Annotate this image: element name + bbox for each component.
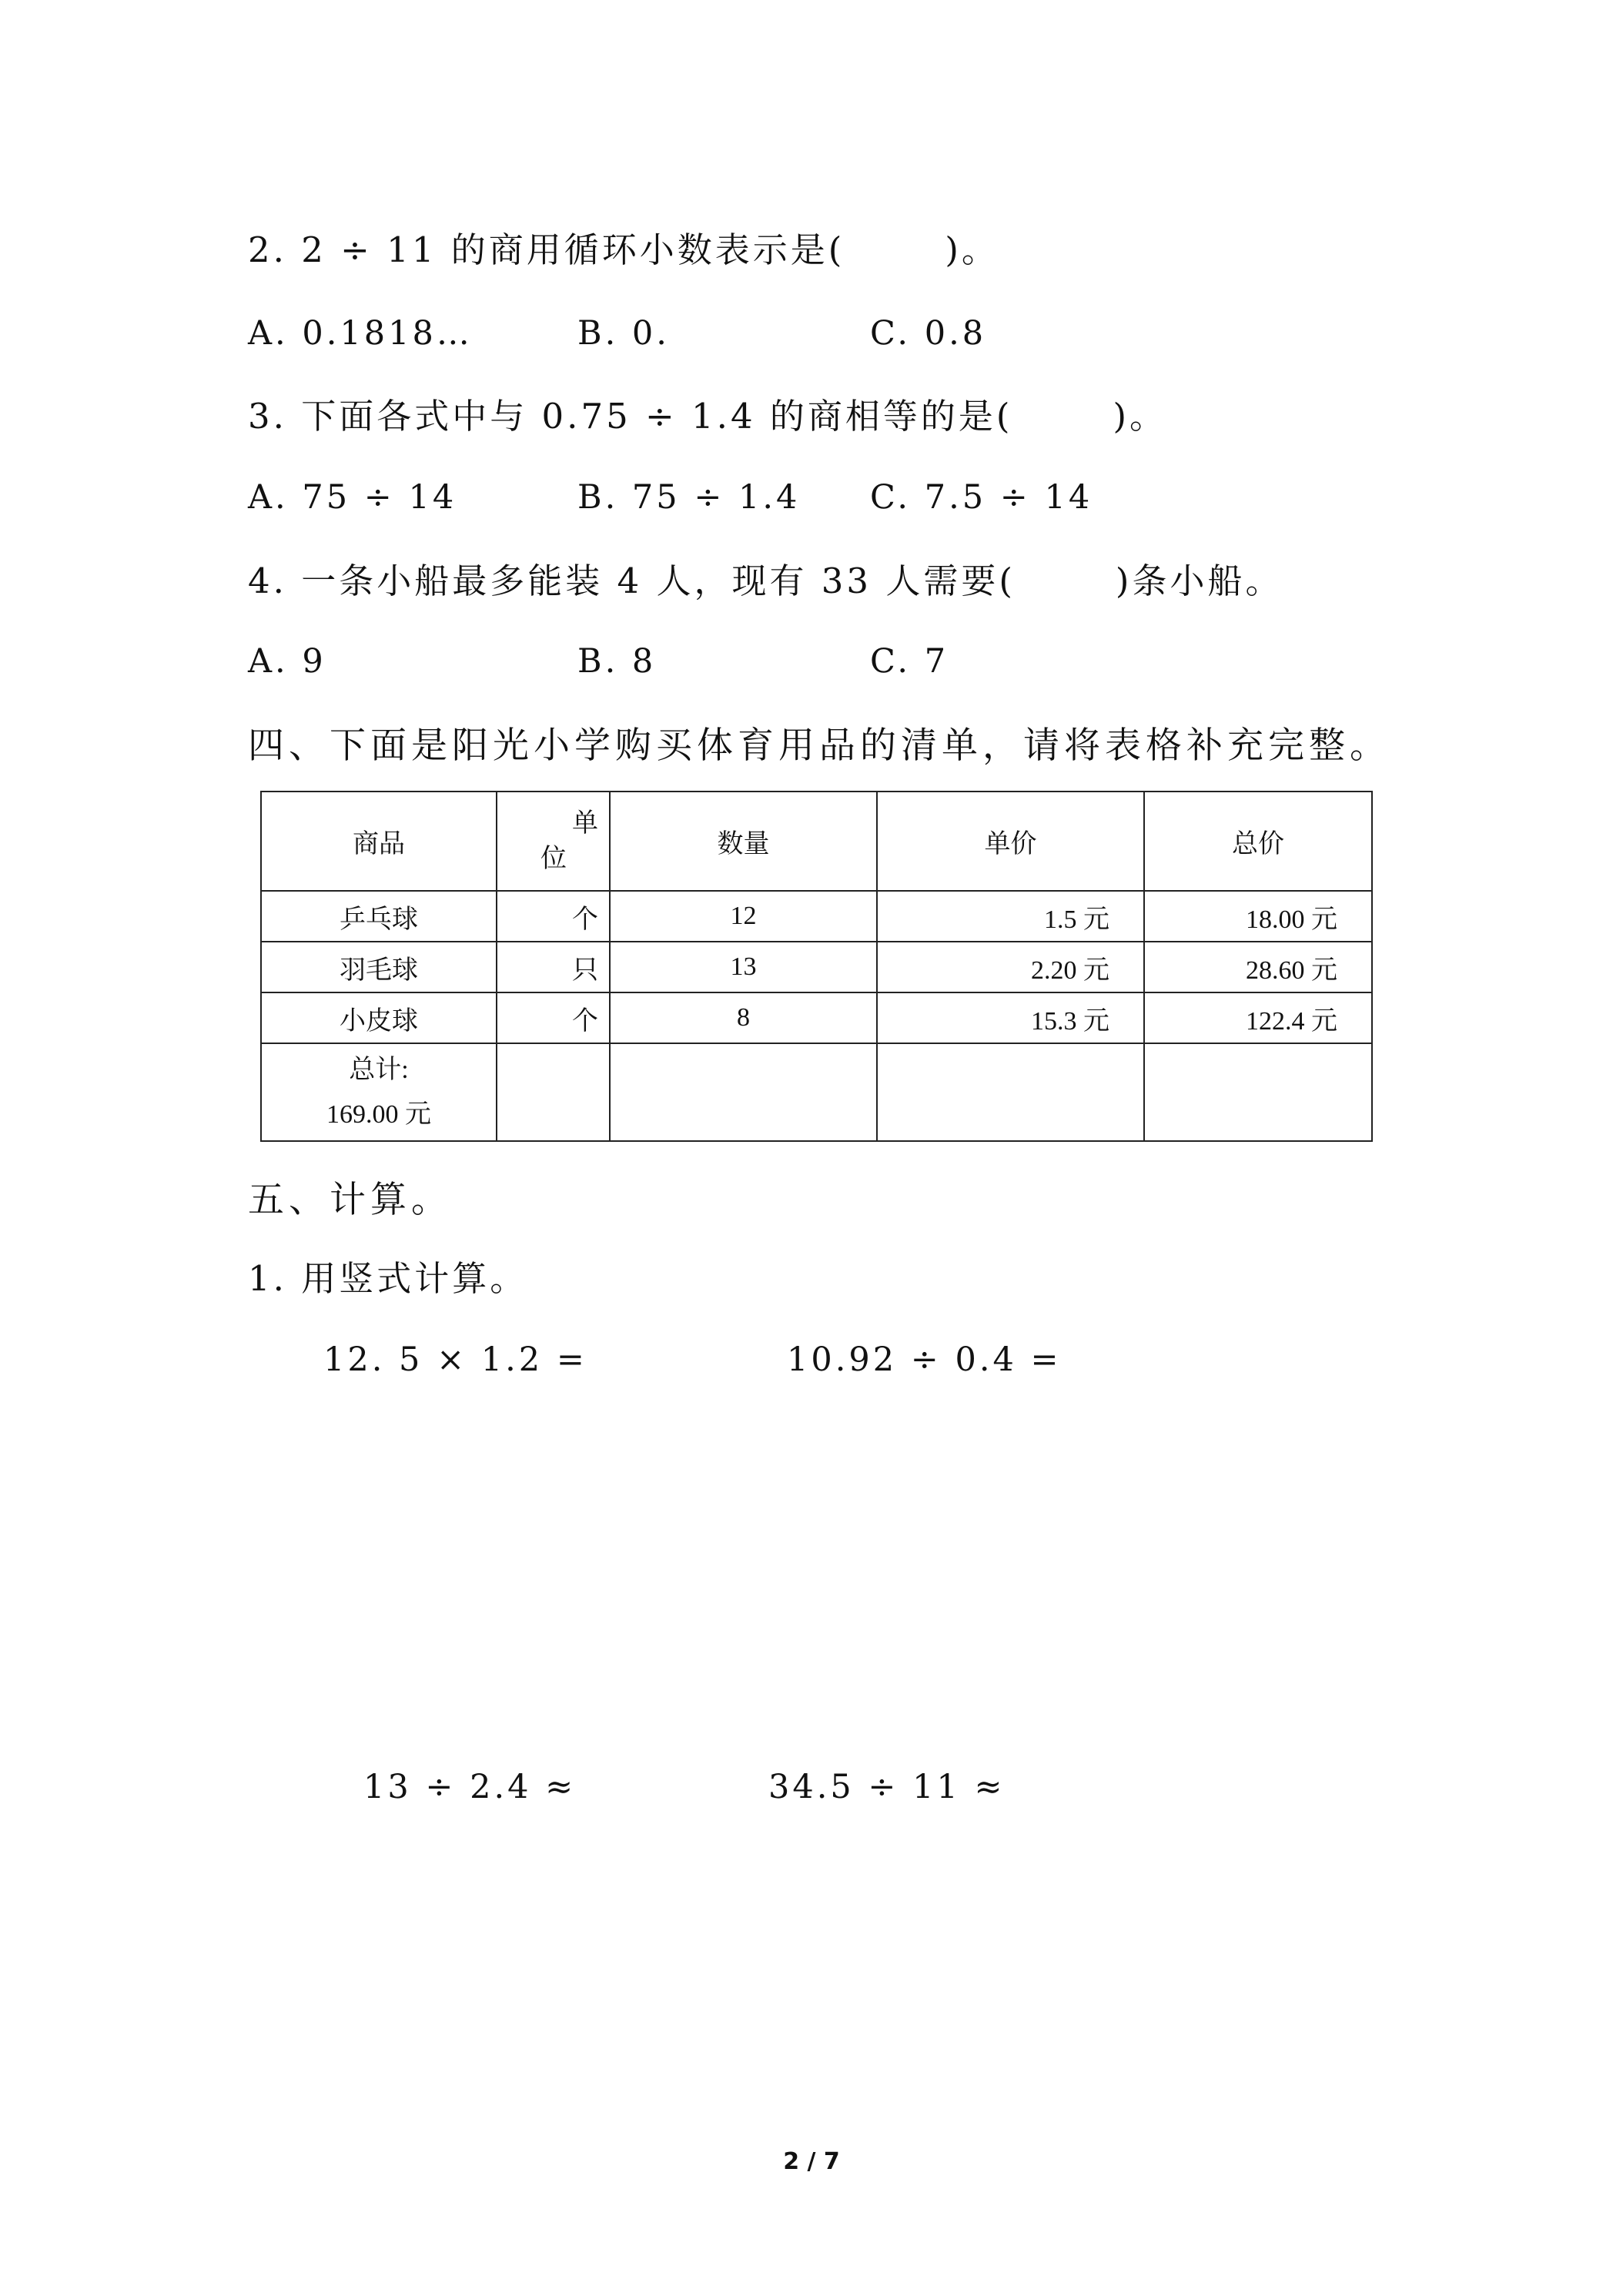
row-item: 乒乓球 <box>261 891 497 942</box>
page-number: 2 / 7 <box>783 2148 840 2175</box>
header-price: 单价 <box>877 792 1144 891</box>
row-price[interactable]: 2.20 元 <box>877 942 1144 992</box>
row-item: 羽毛球 <box>261 942 497 992</box>
empty-cell[interactable] <box>497 1043 610 1141</box>
row-total[interactable]: 28.60 元 <box>1144 942 1372 992</box>
q3-stem: 3. 下面各式中与 0.75 ÷ 1.4 的商相等的是( <box>248 396 1013 437</box>
section4-title: 四、下面是阳光小学购买体育用品的清单，请将表格补充完整。 <box>248 725 1390 767</box>
calc-problem-1[interactable]: 12. 5 × 1.2 = <box>323 1340 587 1379</box>
empty-cell[interactable] <box>877 1043 1144 1141</box>
row-price[interactable]: 1.5 元 <box>877 891 1144 942</box>
section5-title: 五、计算。 <box>248 1179 452 1221</box>
row-price[interactable]: 15.3 元 <box>877 992 1144 1043</box>
header-total: 总价 <box>1144 792 1372 891</box>
header-item: 商品 <box>261 792 497 891</box>
q2-option-a[interactable]: A. 0.1818… <box>248 314 473 353</box>
row-qty: 12 <box>610 891 877 942</box>
header-qty: 数量 <box>610 792 877 891</box>
table-row <box>261 891 1372 942</box>
q3-option-c[interactable]: C. 7.5 ÷ 14 <box>870 478 1093 517</box>
q2-option-c[interactable]: C. 0.8 <box>870 314 987 353</box>
row-unit: 只 <box>497 942 610 992</box>
empty-cell[interactable] <box>610 1043 877 1141</box>
q3-close: )。 <box>1113 396 1168 437</box>
row-qty: 8 <box>610 992 877 1043</box>
q3-stem-line <box>248 396 1168 437</box>
empty-cell[interactable] <box>1144 1043 1372 1141</box>
q3-option-a[interactable]: A. 75 ÷ 14 <box>248 478 457 517</box>
shopping-list-table <box>260 791 1373 1142</box>
q4-stem-line <box>248 561 1283 601</box>
calc-problem-3[interactable]: 13 ÷ 2.4 ≈ <box>363 1768 577 1806</box>
q2-close: )。 <box>945 229 999 270</box>
table-row <box>261 992 1372 1043</box>
row-item: 小皮球 <box>261 992 497 1043</box>
q4-option-c[interactable]: C. 7 <box>870 642 949 681</box>
row-total[interactable]: 122.4 元 <box>1144 992 1372 1043</box>
header-unit-bottom: 位 <box>540 844 567 873</box>
q2-stem-line <box>248 229 999 270</box>
calc-problem-4[interactable]: 34.5 ÷ 11 ≈ <box>768 1768 1006 1806</box>
header-unit <box>497 792 610 891</box>
q4-option-b[interactable]: B. 8 <box>577 642 657 681</box>
q2-option-b[interactable]: B. 0. <box>577 314 670 353</box>
table-summary-row <box>261 1043 1372 1141</box>
row-unit: 个 <box>497 992 610 1043</box>
row-unit: 个 <box>497 891 610 942</box>
q3-option-b[interactable]: B. 75 ÷ 1.4 <box>577 478 801 517</box>
summary-value: 169.00 元 <box>326 1099 431 1129</box>
section5-sub1: 1. 用竖式计算。 <box>248 1258 528 1299</box>
row-qty: 13 <box>610 942 877 992</box>
summary-cell <box>261 1043 497 1141</box>
table-header-row <box>261 792 1372 891</box>
row-total[interactable]: 18.00 元 <box>1144 891 1372 942</box>
calc-problem-2[interactable]: 10.92 ÷ 0.4 = <box>787 1340 1062 1379</box>
q4-close: )条小船。 <box>1115 561 1283 601</box>
q2-stem: 2. 2 ÷ 11 的商用循环小数表示是( <box>248 229 845 270</box>
summary-label: 总计: <box>349 1055 409 1084</box>
header-unit-top: 单 <box>572 808 598 838</box>
q4-stem: 4. 一条小船最多能装 4 人，现有 33 人需要( <box>248 561 1016 601</box>
table-row <box>261 942 1372 992</box>
q4-option-a[interactable]: A. 9 <box>248 642 326 681</box>
